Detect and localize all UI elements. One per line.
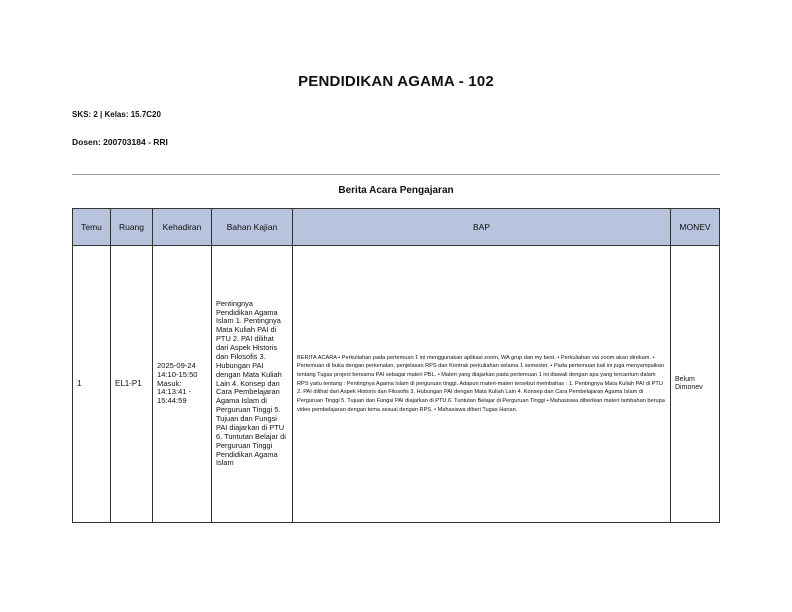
- header-temu: Temu: [73, 209, 111, 246]
- section-title: Berita Acara Pengajaran: [338, 185, 454, 196]
- header-bahan-kajian: Bahan Kajian: [212, 209, 293, 246]
- lecturer-info: Dosen: 200703184 - RRI: [72, 137, 168, 147]
- course-info: SKS: 2 | Kelas: 15.7C20: [72, 110, 161, 119]
- bap-table: [72, 208, 720, 523]
- header-bap: BAP: [293, 209, 671, 246]
- course-title: PENDIDIKAN AGAMA - 102: [298, 73, 494, 90]
- header-kehadiran: Kehadiran: [153, 209, 212, 246]
- divider: [72, 174, 720, 175]
- cell-bap: BERITA ACARA • Perkuliahan pada pertemuan 1 ini menggunakan aplikasi zoom, WA grup dan my best. • Perkuliahan via zoom akan direkam. • Pertemuan di buka dengan perkenalan, penjelasan RPS dan Kontrak perkuliahan selama 1 semester. • Pada pertemuan kali ini juga menyampaikan tentang Tugas project bersama PAI sebagai materi PBL. • Materi yang diajarkan pada pertemuan 1 ini diawali dengan apa yang tercantum dalam RPS yaitu tentang : Pentingnya Agama Islam di perguruan tinggi. Adapun materi-materi tersebut membahas : 1. Pentingnya Mata Kuliah PAI di PTU 2. PAI dilihat dari Aspek Historis dan Filosofis 3. Hubungan PAI dengan Mata Kuliah Lain 4. Konsep dan Cara Pembelajaran Agama Islam di Perguruan Tinggi 5. Tujuan dan Fungsi PAI diajarkan di PTU 6. Tuntutan Belajar di Perguruan Tinggi • Mahasiswa diberikan materi tambahan berupa video pembelajaran dengan tema sesuai dengan RPS. • Mahasiswa diberi Tugas Harian.: [293, 246, 671, 523]
- cell-bahan-kajian: Pentingnya Pendidikan Agama Islam 1. Pentingnya Mata Kuliah PAI di PTU 2. PAI dilihat dari Aspek Historis dan Filosofis 3. Hubungan PAI dengan Mata Kuliah Lain 4. Konsep dan Cara Pembelajaran Agama Islam di Perguruan Tinggi 5. Tujuan dan Fungsi PAI diajarkan di PTU 6. Tuntutan Belajar di Perguruan Tinggi Pendidikan Agama Islam: [212, 246, 293, 523]
- table-row: [73, 246, 720, 523]
- table-header-row: [73, 209, 720, 246]
- header-ruang: Ruang: [111, 209, 153, 246]
- cell-ruang: EL1-P1: [111, 246, 153, 523]
- header-monev: MONEV: [671, 209, 720, 246]
- cell-temu: 1: [73, 246, 111, 523]
- cell-kehadiran: 2025-09-24 14:10-15:50 Masuk: 14:13:41 - 15:44:59: [153, 246, 212, 523]
- cell-monev: Belum Dimonev: [671, 246, 720, 523]
